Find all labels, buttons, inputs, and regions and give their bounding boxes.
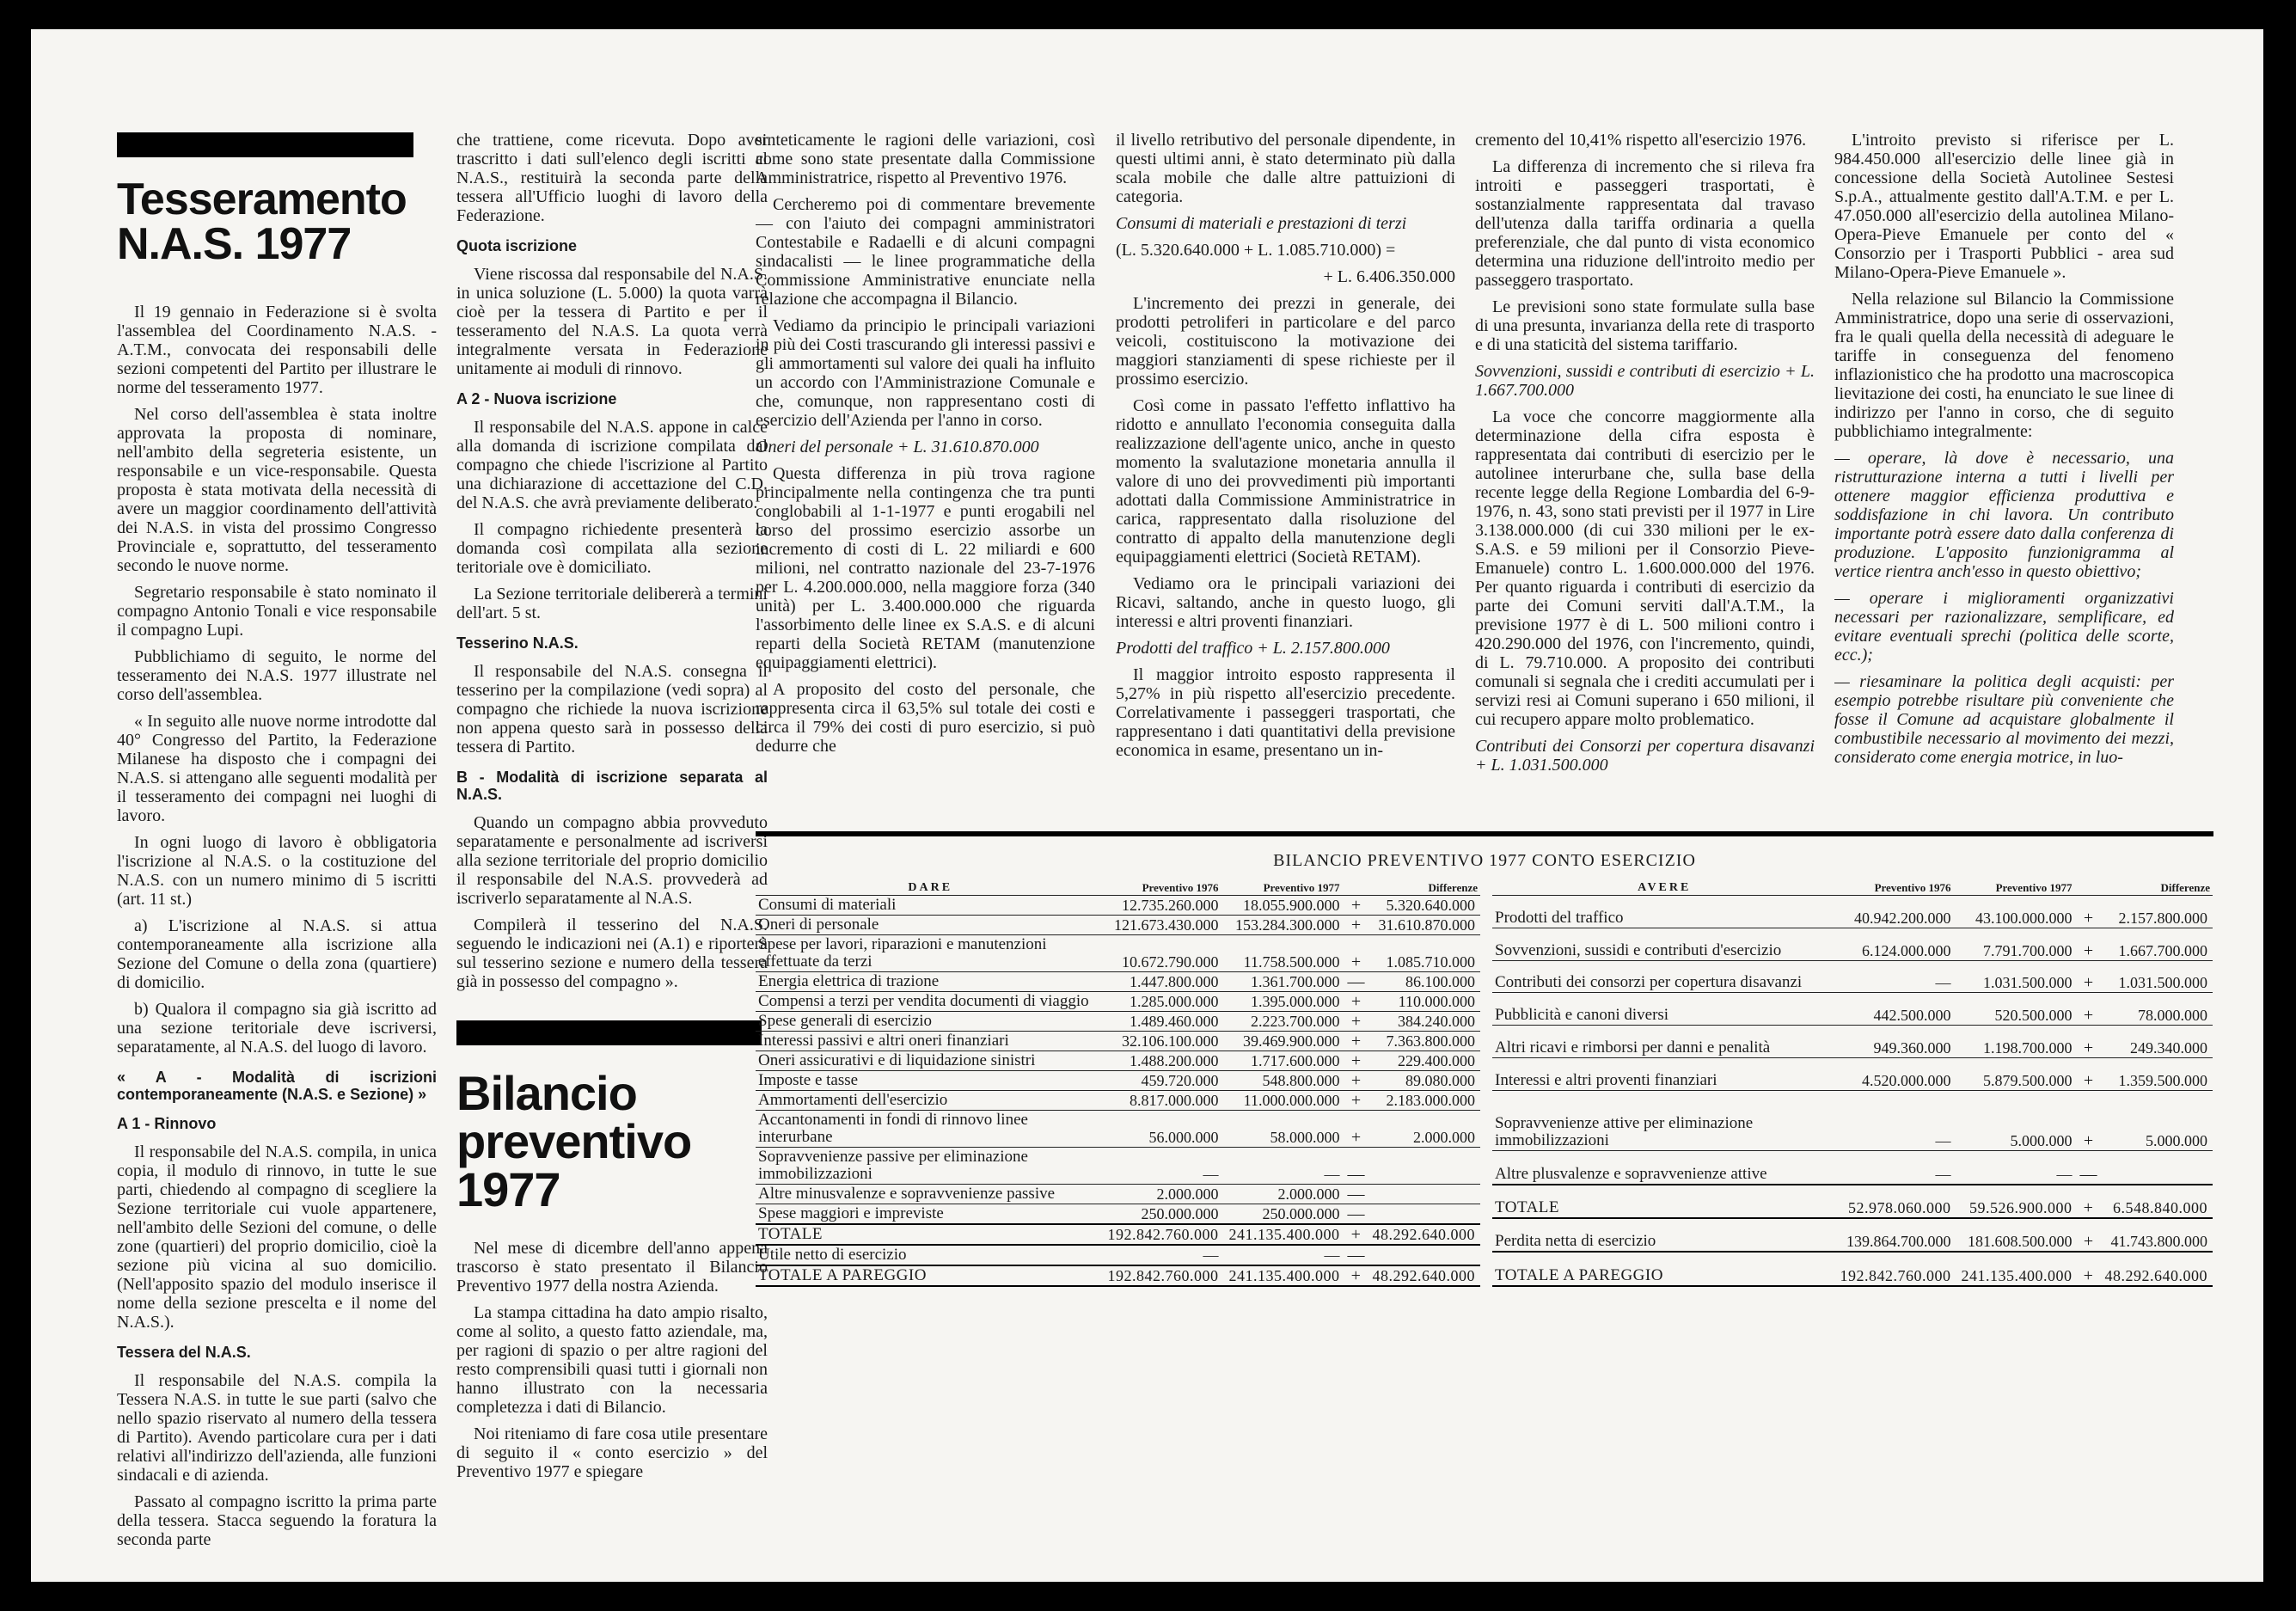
value-1977: 5.000.000	[1954, 1090, 2075, 1151]
avere-label: AVERE	[1492, 881, 1837, 896]
row-label: Accantonamenti in fondi di rinnovo linee interurbane	[756, 1111, 1105, 1148]
row-label: Spese generali di esercizio	[756, 1012, 1105, 1032]
title-line-3: 1977	[456, 1162, 560, 1216]
value-1977: 18.055.900.000	[1221, 896, 1343, 916]
row-label: TOTALE A PAREGGIO	[1492, 1252, 1837, 1286]
paragraph: Il maggior introito esposto rappresenta il 5,27% in più rispetto all'esercizio precedente. Correlativamente i passeggeri trasportati, che rappresentano i dati quantitativi della previsione economica in esame, presentano un in-	[1116, 665, 1455, 760]
avere-col-diff: Differenze	[2075, 881, 2213, 896]
value-1976: 192.842.760.000	[1105, 1224, 1221, 1245]
value-1977: 520.500.000	[1954, 993, 2075, 1026]
row-label: Spese maggiori e impreviste	[756, 1204, 1105, 1225]
value-1976: —	[1837, 1151, 1954, 1185]
section-heading: B - Modalità di iscrizione separata al N.A.S.	[456, 769, 768, 803]
paragraph: Consumi di materiali e prestazioni di terzi	[1116, 214, 1407, 233]
row-label: Energia elettrica di trazione	[756, 972, 1105, 992]
dare-table	[756, 881, 1480, 1287]
paragraph: In ogni luogo di lavoro è obbligatoria l'iscrizione al N.A.S. o la costituzione del N.A.S. con un numero minimo di 5 iscritti (art. 11 st.)	[117, 833, 437, 909]
value-1977: —	[1221, 1245, 1343, 1265]
row-label: Imposte e tasse	[756, 1071, 1105, 1091]
value-1976: 250.000.000	[1105, 1204, 1221, 1225]
row-label: TOTALE	[756, 1224, 1105, 1245]
value-1977: 11.000.000.000	[1221, 1091, 1343, 1111]
value-1976: 442.500.000	[1837, 993, 1954, 1026]
paragraph: Segretario responsabile è stato nominato il compagno Antonio Tonali e vice responsabile il compagno Lupi.	[117, 583, 437, 640]
value-diff: 89.080.000	[1370, 1071, 1481, 1091]
value-diff: 229.400.000	[1370, 1051, 1481, 1071]
diff-sign: —	[1343, 1148, 1370, 1185]
diff-sign: —	[2075, 1151, 2103, 1185]
paragraph: + L. 6.406.350.000	[1323, 267, 1455, 286]
title-line-1: Bilancio	[456, 1066, 637, 1120]
paragraph: Prodotti del traffico + L. 2.157.800.000	[1116, 639, 1390, 658]
value-1976: —	[1105, 1245, 1221, 1265]
value-diff	[1370, 1185, 1481, 1204]
diff-sign: +	[2075, 1185, 2103, 1218]
value-diff: 1.359.500.000	[2103, 1057, 2213, 1090]
paragraph: — operare, là dove è necessario, una ristrutturazione interna a tutti i livelli per ottenere maggior efficienza produttiva e soddisfazione in chi lavora. Un contributo importante potrà essere dato dalla conferenza di produzione. L'apposito funzionigramma al vertice rientra anch'esso in questo obiettivo;	[1834, 449, 2174, 581]
dare-row	[756, 1185, 1480, 1204]
value-1977: 11.758.500.000	[1221, 935, 1343, 972]
row-label: Oneri di personale	[756, 916, 1105, 935]
row-label: Altre minusvalenze e sopravvenienze passive	[756, 1185, 1105, 1204]
paragraph: Questa differenza in più trova ragione principalmente nella contingenza che tra punti conglobabili al 1-1-1977 e punti erogabili nel corso del prossimo esercizio assorbe un incremento di costi di L. 22 miliardi e 600 milioni, nel contratto nazionale del 23-7-1976 per L. 4.200.000.000, nella maggiore forza (340 unità) per L. 3.400.000.000 che riguarda l'assorbimento delle linee ex S.A.S. e di alcuni reparti della Società RETAM (manutenzione equipaggiamenti elettrici).	[756, 464, 1095, 672]
paragraph: Sovvenzioni, sussidi e contributi di esercizio + L. 1.667.700.000	[1475, 362, 1815, 400]
paragraph: Il responsabile del N.A.S. appone in calce alla domanda di iscrizione compilata dal compagno che chiede l'iscrizione al Partito una dichiarazione di accettazione del C.D. del N.A.S. che avrà previamente deliberato.	[456, 418, 768, 512]
paragraph: il livello retributivo del personale dipendente, in questi ultimi anni, è stato determinato più dalla scala mobile che dalle altre pattuizioni di categoria.	[1116, 131, 1455, 206]
diff-sign: —	[1343, 1204, 1370, 1225]
diff-sign: +	[2075, 1252, 2103, 1286]
article-title-bilancio	[456, 1066, 766, 1216]
dare-col-1977: Preventivo 1977	[1221, 881, 1343, 896]
dare-row	[756, 1071, 1480, 1091]
value-diff: 384.240.000	[1370, 1012, 1481, 1032]
title-line-2: preventivo	[456, 1114, 692, 1168]
value-diff: 2.000.000	[1370, 1111, 1481, 1148]
value-diff: 249.340.000	[2103, 1026, 2213, 1058]
paragraph: A proposito del costo del personale, che rappresenta circa il 63,5% sul totale dei costi e circa il 79% dei costi di puro esercizio, si può dedurre che	[756, 680, 1095, 756]
row-label: Altre plusvalenze e sopravvenienze attive	[1492, 1151, 1837, 1185]
paragraph: La voce che concorre maggiormente alla determinazione della cifra esposta è rappresentata dai contributi di esercizio per le autolinee interurbane che, sulla base della recente legge della Regione Lombardia del 6-9-1976, n. 43, sono stati previsti per il 1977 in Lire 3.138.000.000 (di cui 330 milioni per le ex-S.A.S. e 59 milioni per il Consorzio Pieve-Emanuele) contro L. 1.600.000.000 del 1976. Per quanto riguarda i contributi di esercizio da parte dei Comuni serviti dall'A.T.M., la previsione 1977 è di L. 500 milioni contro i 420.290.000 del 1976, con l'incremento, quindi, di L. 79.710.000. A proposito dei contributi comunali si segnala che i crediti accumulati per i servizi resi ai Comuni superano i 650 milioni, il cui recupero appare molto problematico.	[1475, 407, 1815, 729]
dare-row	[756, 935, 1480, 972]
avere-row	[1492, 1151, 2213, 1185]
value-1977: 7.791.700.000	[1954, 928, 2075, 960]
value-1976: 1.488.200.000	[1105, 1051, 1221, 1071]
paragraph: La differenza di incremento che si rileva fra introiti e passeggeri trasportati, è sostanzialmente rappresentata dal travaso dell'utenza dalla tariffa ordinaria a quella preferenziale, che dal punto di vista economico determina una riduzione dell'introito medio per passeggero trasportato.	[1475, 157, 1815, 290]
value-diff: 5.320.640.000	[1370, 896, 1481, 916]
paragraph: Nel corso dell'assemblea è stata inoltre approvata la proposta di nominare, nell'ambito della segreteria esistente, un responsabile e un vice-responsabile. Questa proposta è stata motivata della necessità di avere un maggior coordinamento dell'attività dei N.A.S. in vista del prossimo Congresso Provinciale e, soprattutto, del tesseramento secondo le nuove norme.	[117, 405, 437, 575]
value-diff: 5.000.000	[2103, 1090, 2213, 1151]
diff-sign: +	[2075, 928, 2103, 960]
value-diff: 78.000.000	[2103, 993, 2213, 1026]
row-label: Sopravvenienze passive per eliminazione immobilizzazioni	[756, 1148, 1105, 1185]
section-heading: Tessera del N.A.S.	[117, 1344, 251, 1361]
value-diff: 48.292.640.000	[1370, 1265, 1481, 1286]
avere-header-row	[1492, 881, 2213, 896]
value-diff: 1.085.710.000	[1370, 935, 1481, 972]
paragraph: Oneri del personale + L. 31.610.870.000	[756, 438, 1039, 456]
value-1977: —	[1221, 1148, 1343, 1185]
paragraph: Nel mese di dicembre dell'anno appena trascorso è stato presentato il Bilancio Preventivo 1977 della nostra Azienda.	[456, 1239, 768, 1296]
diff-sign: +	[2075, 1026, 2103, 1058]
value-diff: 48.292.640.000	[1370, 1224, 1481, 1245]
value-diff: 1.031.500.000	[2103, 960, 2213, 993]
dare-total-row	[756, 1265, 1480, 1286]
row-label: Sovvenzioni, sussidi e contributi d'esercizio	[1492, 928, 1837, 960]
value-1977: —	[1954, 1151, 2075, 1185]
paragraph: Compilerà il tesserino del N.A.S. seguendo le indicazioni nei (A.1) e riporterà sul tesserino sezione e numero della tessera già in possesso del compagno ».	[456, 916, 768, 991]
paragraph: La stampa cittadina ha dato ampio risalto, come al solito, a questo fatto aziendale, ma, per ragioni di spazio o per altre ragioni del resto comprensibili quasi tutti i giornali non hanno illustrato con la necessaria completezza i dati di Bilancio.	[456, 1303, 768, 1417]
section-heading: Tesserino N.A.S.	[456, 634, 579, 652]
value-diff: 48.292.640.000	[2103, 1252, 2213, 1286]
title-line-1: Tesseramento	[117, 175, 407, 224]
value-1977: 2.000.000	[1221, 1185, 1343, 1204]
value-1977: 241.135.400.000	[1221, 1224, 1343, 1245]
paragraph: b) Qualora il compagno sia già iscritto ad una sezione teritoriale deve iscriversi, separatamente, al N.A.S. del luogo di lavoro.	[117, 1000, 437, 1057]
paragraph: Quando un compagno abbia provveduto separatamente e personalmente ad iscriversi alla sezione territoriale del proprio domicilio il responsabile del N.A.S. provvederà ad iscriverlo separatamente al N.A.S.	[456, 813, 768, 908]
section-heading: Quota iscrizione	[456, 237, 578, 254]
value-1977: 58.000.000	[1221, 1111, 1343, 1148]
title-bar-tesseramento	[117, 132, 413, 157]
diff-sign: +	[1343, 935, 1370, 972]
diff-sign: —	[1343, 1245, 1370, 1265]
value-1977: 181.608.500.000	[1954, 1218, 2075, 1252]
article2-column-4	[1116, 131, 1455, 827]
diff-sign: —	[1343, 1185, 1370, 1204]
dare-row	[756, 1032, 1480, 1051]
value-1976: 121.673.430.000	[1105, 916, 1221, 935]
value-1976: 52.978.060.000	[1837, 1185, 1954, 1218]
paragraph: « In seguito alle nuove norme introdotte dal 40° Congresso del Partito, la Federazione Milanese ha disposto che i compagni dei N.A.S. si attengano alle seguenti modalità per il tesseramento dei compagni nei luoghi di lavoro.	[117, 712, 437, 825]
paragraph: cremento del 10,41% rispetto all'esercizio 1976.	[1475, 131, 1807, 150]
paragraph: Viene riscossa dal responsabile del N.A.S. in unica soluzione (L. 5.000) la quota varrà cioè per la tessera di Partito e per il tesseramento del N.A.S. La quota verrà integralmente versata in Federazione unitamente ai moduli di rinnovo.	[456, 265, 768, 378]
row-label: Ammortamenti dell'esercizio	[756, 1091, 1105, 1111]
row-label: Compensi a terzi per vendita documenti di viaggio	[756, 992, 1105, 1012]
diff-sign: +	[2075, 1090, 2103, 1151]
row-label: Altri ricavi e rimborsi per danni e penalità	[1492, 1026, 1837, 1058]
row-label: Spese per lavori, riparazioni e manutenzioni effettuate da terzi	[756, 935, 1105, 972]
newspaper-page	[31, 29, 2263, 1582]
diff-sign: +	[1343, 916, 1370, 935]
avere-total-row	[1492, 1218, 2213, 1252]
row-label: Sopravvenienze attive per eliminazione immobilizzazioni	[1492, 1090, 1837, 1151]
section-heading: « A - Modalità di iscrizioni contemporaneamente (N.A.S. e Sezione) »	[117, 1069, 437, 1103]
value-1976: 32.106.100.000	[1105, 1032, 1221, 1051]
budget-table	[756, 831, 2213, 1287]
row-label: Oneri assicurativi e di liquidazione sinistri	[756, 1051, 1105, 1071]
value-1976: 1.285.000.000	[1105, 992, 1221, 1012]
dare-col-diff: Differenze	[1343, 881, 1481, 896]
avere-row	[1492, 993, 2213, 1026]
paragraph: (L. 5.320.640.000 + L. 1.085.710.000) =	[1116, 241, 1396, 260]
section-heading: A 1 - Rinnovo	[117, 1115, 217, 1132]
row-label: Prodotti del traffico	[1492, 896, 1837, 928]
dare-row	[756, 896, 1480, 916]
diff-sign: +	[2075, 896, 2103, 928]
avere-table	[1492, 881, 2213, 1287]
paragraph: Passato al compagno iscritto la prima parte della tessera. Stacca seguendo la foratura la seconda parte	[117, 1492, 437, 1549]
diff-sign: +	[2075, 1218, 2103, 1252]
value-1977: 241.135.400.000	[1954, 1252, 2075, 1286]
paragraph: Il compagno richiedente presenterà la domanda così compilata alla sezione teritoriale ove è domiciliato.	[456, 520, 768, 577]
row-label: TOTALE	[1492, 1185, 1837, 1218]
value-1976: 192.842.760.000	[1105, 1265, 1221, 1286]
value-1976: 4.520.000.000	[1837, 1057, 1954, 1090]
article2-column-2-bottom	[456, 1239, 768, 1570]
table-title: BILANCIO PREVENTIVO 1977 CONTO ESERCIZIO	[1273, 851, 1696, 870]
value-1976: 40.942.200.000	[1837, 896, 1954, 928]
value-1977: 1.361.700.000	[1221, 972, 1343, 992]
title-bar-bilancio	[456, 1020, 762, 1045]
paragraph: — operare i miglioramenti organizzativi necessari per razionalizzare, semplificare, ed evitare eventuali sprechi (politica delle scorte, ecc.);	[1834, 589, 2174, 665]
paragraph: Le previsioni sono state formulate sulla base di una presunta, invarianza della rete di trasporto e di una staticità del sistema tariffario.	[1475, 297, 1815, 354]
value-diff	[2103, 1151, 2213, 1185]
value-1976: 12.735.260.000	[1105, 896, 1221, 916]
dare-header-row	[756, 881, 1480, 896]
value-1976: 192.842.760.000	[1837, 1252, 1954, 1286]
title-line-2: N.A.S. 1977	[117, 219, 352, 269]
article2-column-5	[1475, 131, 1815, 827]
value-1976: 10.672.790.000	[1105, 935, 1221, 972]
value-1976: 8.817.000.000	[1105, 1091, 1221, 1111]
value-1977: 59.526.900.000	[1954, 1185, 2075, 1218]
paragraph: Noi riteniamo di fare cosa utile presentare di seguito il « conto esercizio » del Preventivo 1977 e spiegare	[456, 1424, 768, 1481]
value-diff	[1370, 1148, 1481, 1185]
value-1977: 1.031.500.000	[1954, 960, 2075, 993]
diff-sign: +	[2075, 993, 2103, 1026]
value-1977: 1.198.700.000	[1954, 1026, 2075, 1058]
article2-column-3	[756, 131, 1095, 827]
row-label: Utile netto di esercizio	[756, 1245, 1105, 1265]
row-label: TOTALE A PAREGGIO	[756, 1265, 1105, 1286]
diff-sign: +	[1343, 1091, 1370, 1111]
paragraph: Pubblichiamo di seguito, le norme del tesseramento dei N.A.S. 1977 illustrate nel corso dell'assemblea.	[117, 647, 437, 704]
avere-total-row	[1492, 1252, 2213, 1286]
article2-column-6	[1834, 131, 2174, 827]
paragraph: Vediamo ora le principali variazioni dei Ricavi, saltando, anche in questo luogo, gli interessi e altri proventi finanziari.	[1116, 574, 1455, 631]
paragraph: Vediamo da principio le principali variazioni in più dei Costi trascurando gli interessi passivi e gli ammortamenti sul valore dei quali ha influito un accordo con l'Amministrazione Comunale e che, comunque, non rappresentano costi di esercizio dell'Azienda per l'anno in corso.	[756, 316, 1095, 430]
paragraph: Così come in passato l'effetto inflattivo ha ridotto e annullato l'economia conseguita dalla realizzazione dell'agente unico, anche in questo momento la svalutazione monetaria annulla il valore di uno dei provvedimenti più importanti adottati dalla Commissione Amministratrice in carica, rappresentato dalla risoluzione del contratto di appalto della manutenzione degli equipaggiamenti elettrici (Società RETAM).	[1116, 396, 1455, 567]
row-label: Interessi passivi e altri oneri finanziari	[756, 1032, 1105, 1051]
diff-sign: +	[1343, 1012, 1370, 1032]
value-1977: 241.135.400.000	[1221, 1265, 1343, 1286]
diff-sign: +	[1343, 1265, 1370, 1286]
diff-sign: +	[1343, 1071, 1370, 1091]
diff-sign: +	[2075, 1057, 2103, 1090]
value-1976: 6.124.000.000	[1837, 928, 1954, 960]
dare-row	[756, 1012, 1480, 1032]
value-1977: 548.800.000	[1221, 1071, 1343, 1091]
dare-row	[756, 1051, 1480, 1071]
dare-row	[756, 916, 1480, 935]
diff-sign: +	[2075, 960, 2103, 993]
value-diff: 86.100.000	[1370, 972, 1481, 992]
value-diff: 110.000.000	[1370, 992, 1481, 1012]
value-diff	[1370, 1204, 1481, 1225]
diff-sign: +	[1343, 1111, 1370, 1148]
paragraph: L'introito previsto si riferisce per L. 984.450.000 all'esercizio delle linee già in concessione della Società Autolinee Sestesi S.p.A., attualmente gestito dall'A.T.M. e per L. 47.050.000 all'esercizio della autolinea Milano-Opera-Pieve Emanuele per conto del « Consorzio per i Trasporti Pubblici - area sud Milano-Opera-Pieve Emanuele ».	[1834, 131, 2174, 282]
avere-row	[1492, 1090, 2213, 1151]
value-1976: 139.864.700.000	[1837, 1218, 1954, 1252]
dare-total-row	[756, 1224, 1480, 1245]
dare-row	[756, 1091, 1480, 1111]
value-1976: 56.000.000	[1105, 1111, 1221, 1148]
avere-col-1976: Preventivo 1976	[1837, 881, 1954, 896]
dare-col-1976: Preventivo 1976	[1105, 881, 1221, 896]
diff-sign: +	[1343, 1224, 1370, 1245]
dare-row	[756, 1148, 1480, 1185]
paragraph: a) L'iscrizione al N.A.S. si attua contemporaneamente alla iscrizione alla Sezione del Comune o della zona (quartiere) di domicilio.	[117, 916, 437, 992]
value-1976: 1.489.460.000	[1105, 1012, 1221, 1032]
article-title-tesseramento	[117, 175, 426, 269]
diff-sign: +	[1343, 1032, 1370, 1051]
value-diff: 2.183.000.000	[1370, 1091, 1481, 1111]
diff-sign: +	[1343, 992, 1370, 1012]
paragraph: sinteticamente le ragioni delle variazioni, così come sono state presentate dalla Commissione Amministratrice, rispetto al Preventivo 1976.	[756, 131, 1095, 187]
diff-sign: +	[1343, 1051, 1370, 1071]
avere-row	[1492, 928, 2213, 960]
value-1977: 5.879.500.000	[1954, 1057, 2075, 1090]
dare-total-row	[756, 1245, 1480, 1265]
paragraph: Contributi dei Consorzi per copertura disavanzi + L. 1.031.500.000	[1475, 737, 1815, 775]
article1-column-1	[117, 303, 437, 1558]
diff-sign: —	[1343, 972, 1370, 992]
paragraph: Cercheremo poi di commentare brevemente — con l'aiuto dei compagni amministratori Contestabile e Radaelli e di alcuni compagni sindacalisti — le linee programmatiche della Commissione Amministrative enunciate nella relazione che accompagna il Bilancio.	[756, 195, 1095, 309]
dare-row	[756, 1111, 1480, 1148]
avere-row	[1492, 960, 2213, 993]
value-1977: 250.000.000	[1221, 1204, 1343, 1225]
row-label: Consumi di materiali	[756, 896, 1105, 916]
section-heading: A 2 - Nuova iscrizione	[456, 390, 617, 407]
row-label: Perdita netta di esercizio	[1492, 1218, 1837, 1252]
value-1976: 2.000.000	[1105, 1185, 1221, 1204]
diff-sign: +	[1343, 896, 1370, 916]
paragraph: — riesaminare la politica degli acquisti: per esempio potrebbe risultare più conveniente che fosse il Comune ad acquistare globalmente il combustibile necessario al movimento dei mezzi, considerato come energia motrice, in luo-	[1834, 672, 2174, 767]
dare-row	[756, 992, 1480, 1012]
row-label: Interessi e altri proventi finanziari	[1492, 1057, 1837, 1090]
value-1977: 1.717.600.000	[1221, 1051, 1343, 1071]
article1-column-2	[456, 131, 768, 1038]
value-1976: 459.720.000	[1105, 1071, 1221, 1091]
value-1976: —	[1837, 1090, 1954, 1151]
value-1977: 43.100.000.000	[1954, 896, 2075, 928]
value-1976: —	[1105, 1148, 1221, 1185]
value-1977: 1.395.000.000	[1221, 992, 1343, 1012]
value-1977: 39.469.900.000	[1221, 1032, 1343, 1051]
avere-col-1977: Preventivo 1977	[1954, 881, 2075, 896]
row-label: Contributi dei consorzi per copertura disavanzi	[1492, 960, 1837, 993]
paragraph: Nella relazione sul Bilancio la Commissione Amministratrice, dopo una serie di osservazioni, fra le quali quella della necessità di adeguare le tariffe in conseguenza del fenomeno inflazionistico che ha prodotto una macroscopica lievitazione dei costi, ha enunciato le sue linee di indirizzo per l'anno in corso, che di seguito pubblichiamo integralmente:	[1834, 290, 2174, 441]
paragraph: Il responsabile del N.A.S. consegna il tesserino per la compilazione (vedi sopra) al compagno che richiede la nuova iscrizione non appena questo sarà in possesso della tessera di Partito.	[456, 662, 768, 756]
avere-row	[1492, 1057, 2213, 1090]
paragraph: Il responsabile del N.A.S. compila, in unica copia, il modulo di rinnovo, in tutte le sue parti, chiedendo al compagno di scegliere la Sezione territoriale cui vuole appartenere, nell'ambito delle Sezioni del comune, o delle zone (quartieri) del proprio domicilio, cioè la sezione più vicina al suo domicilio. (Nell'apposito spazio del modulo inserisce il nome della sezione prescelta e il nome del N.A.S.).	[117, 1142, 437, 1332]
value-diff: 7.363.800.000	[1370, 1032, 1481, 1051]
value-1976: 1.447.800.000	[1105, 972, 1221, 992]
paragraph: La Sezione territoriale delibererà a termini dell'art. 5 st.	[456, 585, 768, 622]
value-diff	[1370, 1245, 1481, 1265]
value-diff: 1.667.700.000	[2103, 928, 2213, 960]
paragraph: L'incremento dei prezzi in generale, dei prodotti petroliferi in particolare e del parco veicoli, costituiscono la motivazione dei maggiori stanziamenti di spese richieste per il prossimo esercizio.	[1116, 294, 1455, 389]
dare-row	[756, 972, 1480, 992]
dare-label: DARE	[756, 881, 1105, 896]
dare-row	[756, 1204, 1480, 1225]
paragraph: che trattiene, come ricevuta. Dopo aver trascritto i dati sull'elenco degli iscritti al N.A.S., restituirà la seconda parte della tessera all'Ufficio luoghi di lavoro della Federazione.	[456, 131, 768, 225]
value-1977: 2.223.700.000	[1221, 1012, 1343, 1032]
value-diff: 2.157.800.000	[2103, 896, 2213, 928]
avere-row	[1492, 896, 2213, 928]
row-label: Pubblicità e canoni diversi	[1492, 993, 1837, 1026]
value-1976: 949.360.000	[1837, 1026, 1954, 1058]
value-diff: 6.548.840.000	[2103, 1185, 2213, 1218]
value-diff: 41.743.800.000	[2103, 1218, 2213, 1252]
value-1976: —	[1837, 960, 1954, 993]
avere-row	[1492, 1026, 2213, 1058]
avere-total-row	[1492, 1185, 2213, 1218]
value-1977: 153.284.300.000	[1221, 916, 1343, 935]
value-diff: 31.610.870.000	[1370, 916, 1481, 935]
paragraph: Il 19 gennaio in Federazione si è svolta l'assemblea del Coordinamento N.A.S. - A.T.M., convocata dei responsabili delle sezioni competenti del Partito per illustrare le norme del tesseramento 1977.	[117, 303, 437, 397]
paragraph: Il responsabile del N.A.S. compila la Tessera N.A.S. in tutte le sue parti (salvo che nello spazio riservato al numero della tessera di Partito). Avendo particolare cura per i dati relativi all'indirizzo dell'azienda, alle funzioni sindacali e di azienda.	[117, 1371, 437, 1485]
